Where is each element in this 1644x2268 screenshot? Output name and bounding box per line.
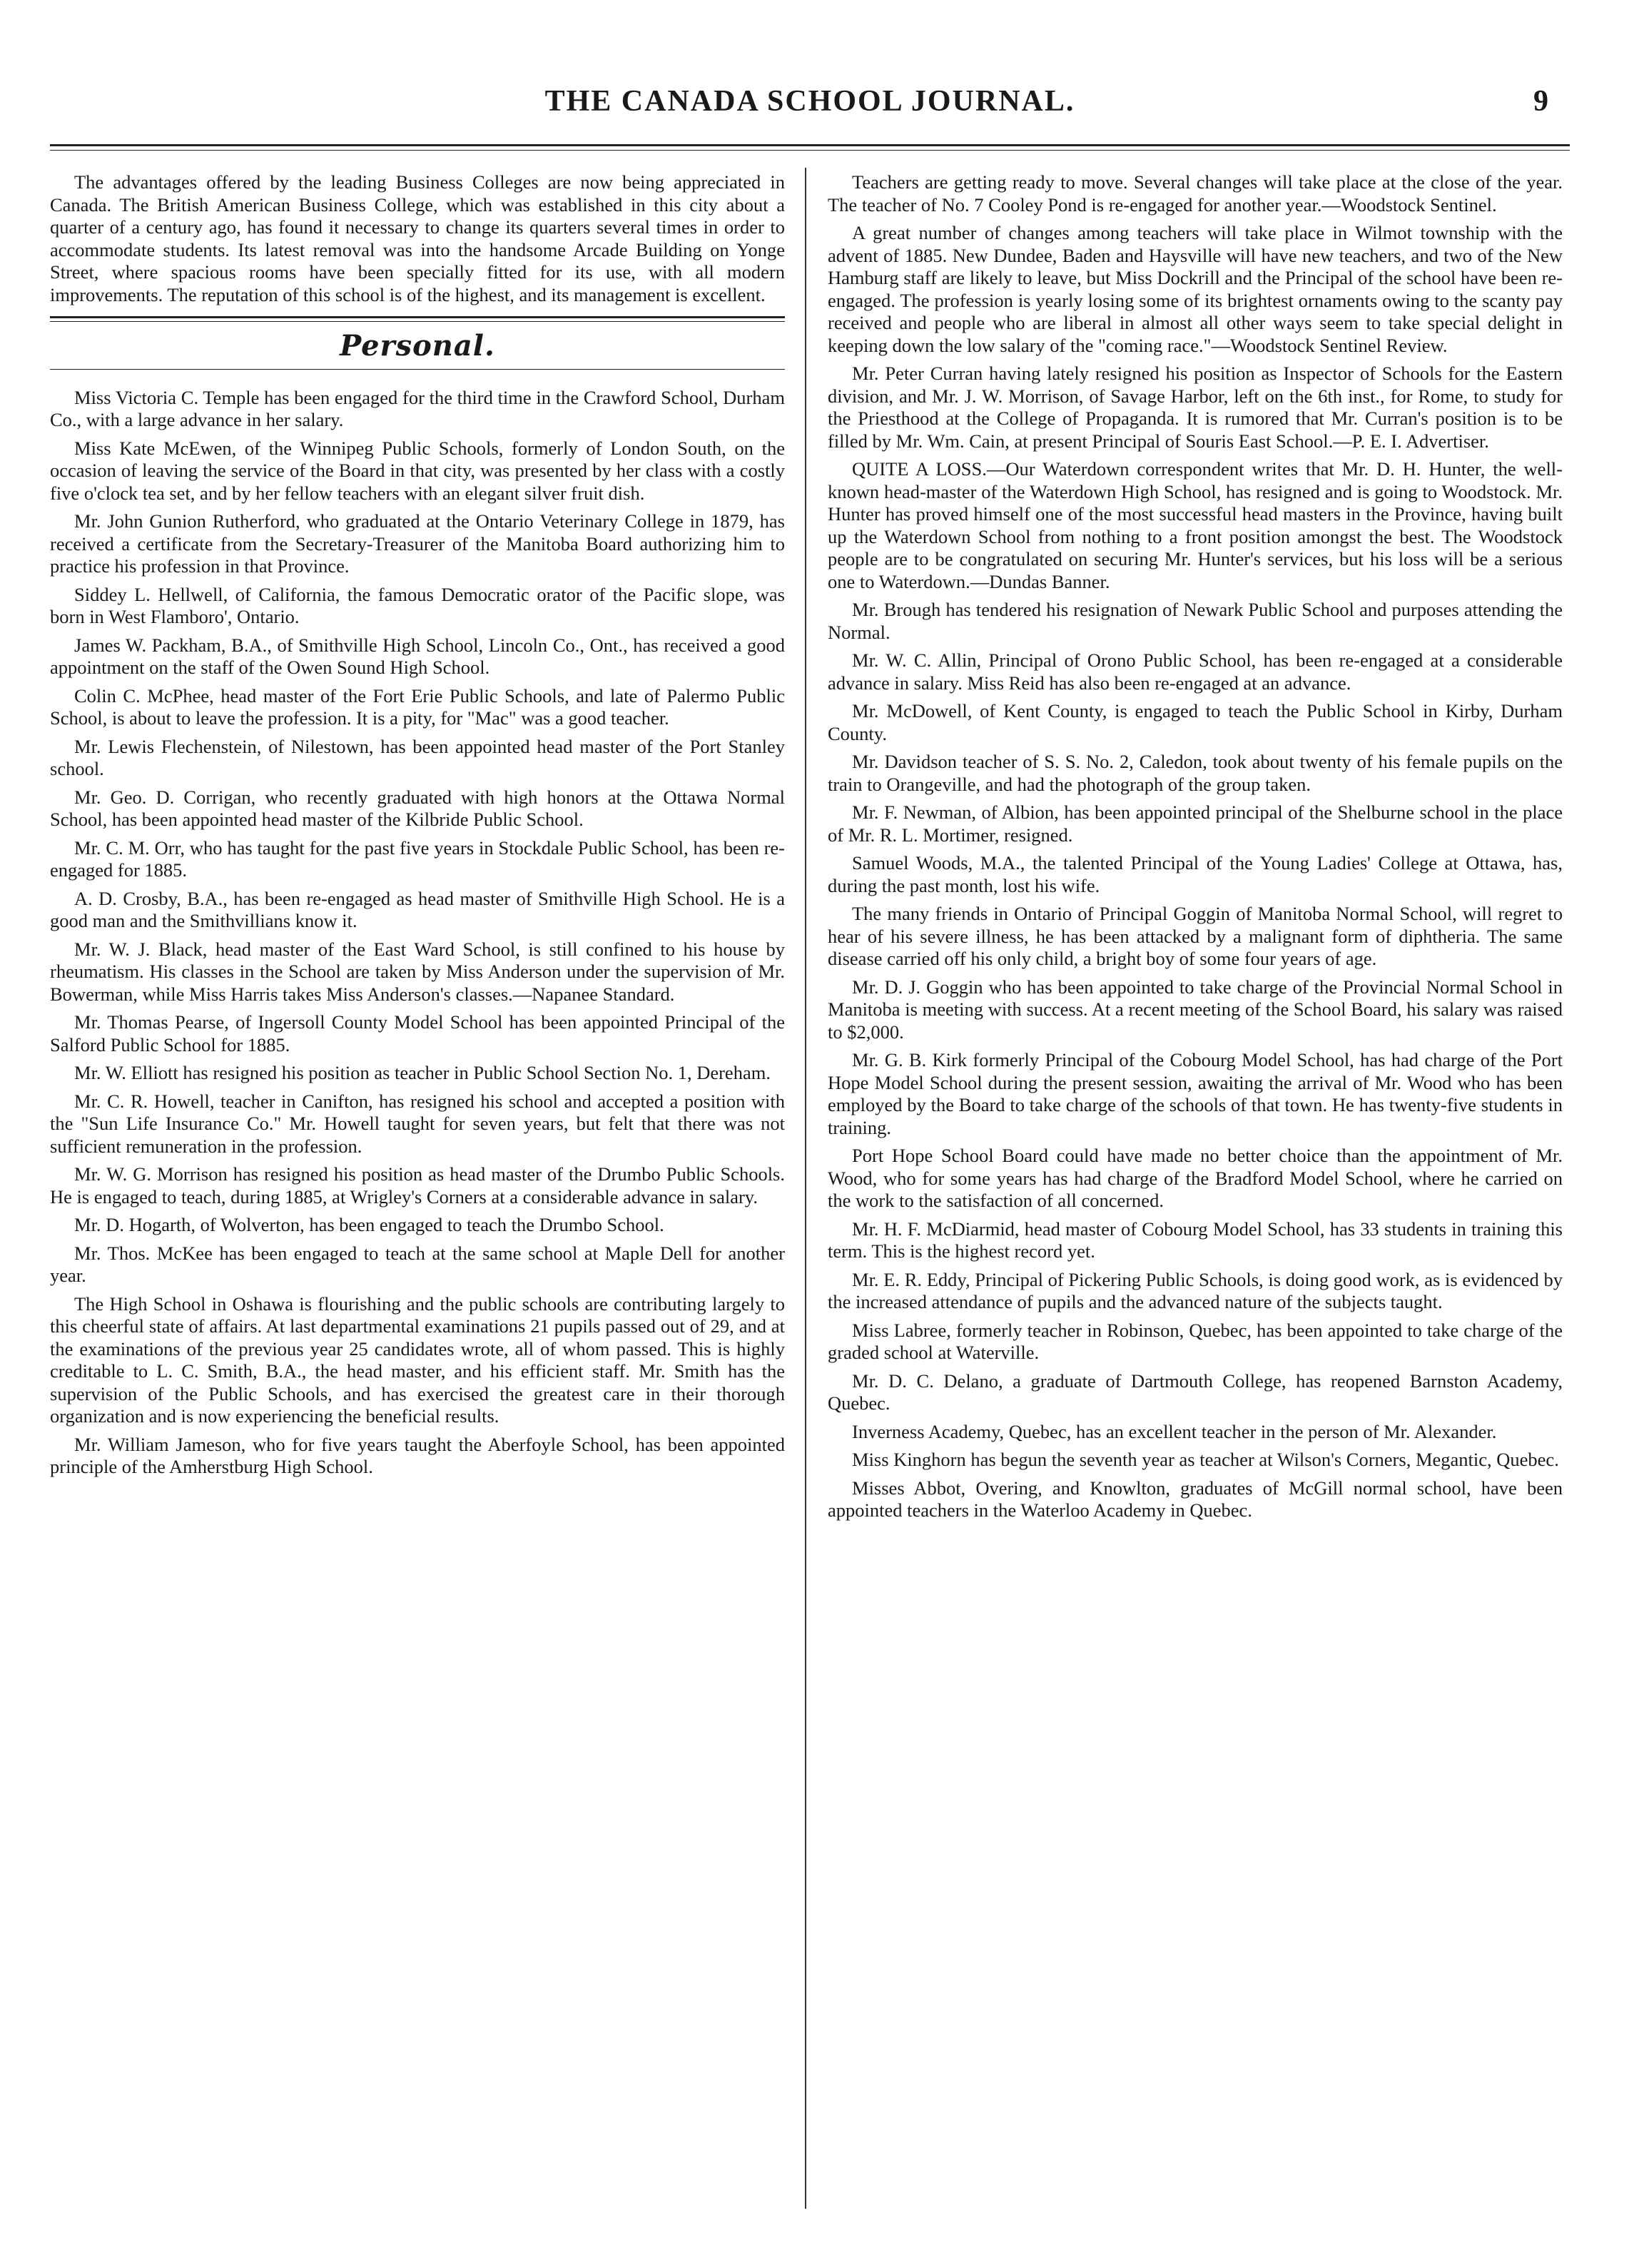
news-item: Mr. Geo. D. Corrigan, who recently graduated with high honors at the Ottawa Normal School, has been appointed head master of the Kilbride Public School. <box>50 786 785 830</box>
news-item: Mr. G. B. Kirk formerly Principal of the Cobourg Model School, has had charge of the Port Hope Model School during the present session, awaiting the arrival of Mr. Wood who has been employed by the Board to take charge of the schools of that town. He has twenty-five students in training. <box>828 1049 1563 1138</box>
news-item: Mr. C. M. Orr, who has taught for the past five years in Stockdale Public School, has been re-engaged for 1885. <box>50 836 785 881</box>
news-item: Misses Abbot, Overing, and Knowlton, graduates of McGill normal school, have been appointed teachers in the Waterloo Academy in Quebec. <box>828 1477 1563 1521</box>
section-divider <box>50 316 785 322</box>
news-item: Miss Kate McEwen, of the Winnipeg Public Schools, formerly of London South, on the occasion of leaving the service of the Board in that city, was presented by her class with a costly five o'clock tea set, and by her fellow teachers with an elegant silver fruit dish. <box>50 437 785 504</box>
news-item: Mr. F. Newman, of Albion, has been appointed principal of the Shelburne school in the place of Mr. R. L. Mortimer, resigned. <box>828 801 1563 846</box>
right-column <box>828 171 1563 1528</box>
journal-title: THE CANADA SCHOOL JOURNAL. <box>544 85 1075 118</box>
header-rule <box>50 144 1570 151</box>
news-item: Mr. William Jameson, who for five years taught the Aberfoyle School, has been appointed principle of the Amherstburg High School. <box>50 1433 785 1477</box>
news-item: Colin C. McPhee, head master of the Fort Erie Public Schools, and late of Palermo Public School, is about to leave the profession. It is a pity, for "Mac" was a good teacher. <box>50 684 785 729</box>
news-item: Teachers are getting ready to move. Several changes will take place at the close of the year. The teacher of No. 7 Cooley Pond is re-engaged for another year.—Woodstock Sentinel. <box>828 171 1563 216</box>
news-item: Mr. Davidson teacher of S. S. No. 2, Caledon, took about twenty of his female pupils on the train to Orangeville, and had the photograph of the group taken. <box>828 751 1563 795</box>
news-item: Mr. Peter Curran having lately resigned his position as Inspector of Schools for the Eastern division, and Mr. J. W. Morrison, of Savage Harbor, left on the 6th inst., for Rome, to study for the Priesthood at the College of Propaganda. It is rumored that Mr. Curran's position is to be filled by Mr. Wm. Cain, at present Principal of Souris East School.—P. E. I. Advertiser. <box>828 363 1563 452</box>
business-college-paragraph: The advantages offered by the leading Business Colleges are now being appreciated in Canada. The British American Business College, which was established in this city about a quarter of a century ago, has found it necessary to change its quarters several times in order to accommodate students. Its latest removal was into the handsome Arcade Building on Yonge Street, where spacious rooms have been specially fitted for its use, with all modern improvements. The reputation of this school is of the highest, and its management is excellent. <box>50 171 785 305</box>
left-column <box>50 171 785 1484</box>
news-item: The High School in Oshawa is flourishing and the public schools are contributing largely to this cheerful state of affairs. At last departmental examinations 21 pupils passed out of 29, and at the examinations of the previous year 25 candidates wrote, all of whom passed. This is highly creditable to L. C. Smith, B.A., the head master, and his efficient staff. Mr. Smith has the supervision of the Public Schools, and has exercised the greatest care in their thorough organization and is now experiencing the beneficial results. <box>50 1292 785 1427</box>
news-item: Mr. Brough has tendered his resignation of Newark Public School and purposes attending the Normal. <box>828 599 1563 643</box>
page-header <box>50 79 1570 136</box>
news-item: A. D. Crosby, B.A., has been re-engaged as head master of Smithville High School. He is a good man and the Smithvillians know it. <box>50 887 785 931</box>
news-item: Mr. Lewis Flechenstein, of Nilestown, has been appointed head master of the Port Stanley school. <box>50 735 785 779</box>
news-item: Siddey L. Hellwell, of California, the famous Democratic orator of the Pacific slope, was born in West Flamboro', Ontario. <box>50 583 785 627</box>
news-item: Mr. D. J. Goggin who has been appointed to take charge of the Provincial Normal School in Manitoba is meeting with success. At a recent meeting of the School Board, his salary was raised to $2,000. <box>828 976 1563 1043</box>
personal-items-list <box>50 387 785 1479</box>
news-item: Miss Kinghorn has begun the seventh year as teacher at Wilson's Corners, Megantic, Quebec. <box>852 1449 1559 1470</box>
column-divider <box>805 168 806 2209</box>
news-item: Samuel Woods, M.A., the talented Principal of the Young Ladies' College at Ottawa, has, during the past month, lost his wife. <box>828 852 1563 896</box>
personal-section-heading: Personal. <box>340 329 495 363</box>
news-item: A great number of changes among teachers will take place in Wilmot township with the advent of 1885. New Dundee, Baden and Haysville will have new teachers, and two of the New Hamburg staff are likely to leave, but Miss Dockrill and the Principal of the school have been re-engaged. The profession is yearly losing some of its brightest ornaments owing to the scanty pay received and people who are liberal in almost all other ways seem to take special delight in keeping down the low salary of the "coming race."—Woodstock Sentinel Review. <box>828 222 1563 356</box>
right-items-list <box>828 171 1563 1522</box>
journal-page <box>50 79 1570 2219</box>
news-item: Mr. C. R. Howell, teacher in Canifton, has resigned his school and accepted a position with the "Sun Life Insurance Co." Mr. Howell taught for seven years, but felt that there was not sufficient remuneration in the profession. <box>50 1090 785 1157</box>
news-item: Mr. D. Hogarth, of Wolverton, has been engaged to teach the Drumbo School. <box>74 1214 664 1235</box>
news-item: Miss Victoria C. Temple has been engaged for the third time in the Crawford School, Durham Co., with a large advance in her salary. <box>50 386 785 430</box>
page-number: 9 <box>1533 85 1548 118</box>
news-item: Mr. Thos. McKee has been engaged to teach at the same school at Maple Dell for another year. <box>50 1242 785 1286</box>
news-item: Mr. McDowell, of Kent County, is engaged to teach the Public School in Kirby, Durham County. <box>828 700 1563 744</box>
news-item: James W. Packham, B.A., of Smithville High School, Lincoln Co., Ont., has received a good appointment on the staff of the Owen Sound High School. <box>50 634 785 678</box>
news-item: Mr. W. C. Allin, Principal of Orono Public School, has been re-engaged at a considerable advance in salary. Miss Reid has also been re-engaged at an advance. <box>828 649 1563 694</box>
news-item: Mr. W. G. Morrison has resigned his position as head master of the Drumbo Public Schools. He is engaged to teach, during 1885, at Wrigley's Corners at a considerable advance in salary. <box>50 1163 785 1208</box>
news-item: Mr. W. Elliott has resigned his position as teacher in Public School Section No. 1, Dereham. <box>74 1062 771 1083</box>
news-item: Inverness Academy, Quebec, has an excellent teacher in the person of Mr. Alexander. <box>852 1420 1497 1442</box>
news-item: The many friends in Ontario of Principal Goggin of Manitoba Normal School, will regret to hear of his severe illness, he has been attacked by a malignant form of diphtheria. The same disease carried off his only child, a bright boy of some four years of age. <box>828 903 1563 969</box>
news-item: Mr. John Gunion Rutherford, who graduated at the Ontario Veterinary College in 1879, has received a certificate from the Secretary-Treasurer of the Manitoba Board authorizing him to practice his profession in that Province. <box>50 510 785 577</box>
news-item: Port Hope School Board could have made no better choice than the appointment of Mr. Wood, who for some years has had charge of the Bradford Model School, where he carried on the work to the satisfaction of all concerned. <box>828 1145 1563 1211</box>
news-item: Mr. H. F. McDiarmid, head master of Cobourg Model School, has 33 students in training this term. This is the highest record yet. <box>828 1217 1563 1262</box>
news-item: Mr. E. R. Eddy, Principal of Pickering Public Schools, is doing good work, as is evidenced by the increased attendance of pupils and the advanced nature of the subjects taught. <box>828 1268 1563 1312</box>
news-item: QUITE A LOSS.—Our Waterdown correspondent writes that Mr. D. H. Hunter, the well-known head-master of the Waterdown High School, has resigned and is going to Woodstock. Mr. Hunter has proved himself one of the most successful head masters in the Province, having built up the Waterdown School from nothing to a front position amongst the best. The Woodstock people are to be congratulated on securing Mr. Hunter's services, but his loss will be a serious one to Waterdown.—Dundas Banner. <box>828 458 1563 592</box>
news-item: Mr. Thomas Pearse, of Ingersoll County Model School has been appointed Principal of the Salford Public School for 1885. <box>50 1011 785 1055</box>
news-item: Miss Labree, formerly teacher in Robinson, Quebec, has been appointed to take charge of the graded school at Waterville. <box>828 1319 1563 1363</box>
section-heading-rule <box>50 369 785 370</box>
news-item: Mr. W. J. Black, head master of the East Ward School, is still confined to his house by rheumatism. His classes in the School are taken by Miss Anderson under the supervision of Mr. Bowerman, while Miss Harris takes Miss Anderson's classes.—Napanee Standard. <box>50 938 785 1005</box>
news-item: Mr. D. C. Delano, a graduate of Dartmouth College, has reopened Barnston Academy, Quebec. <box>828 1370 1563 1414</box>
